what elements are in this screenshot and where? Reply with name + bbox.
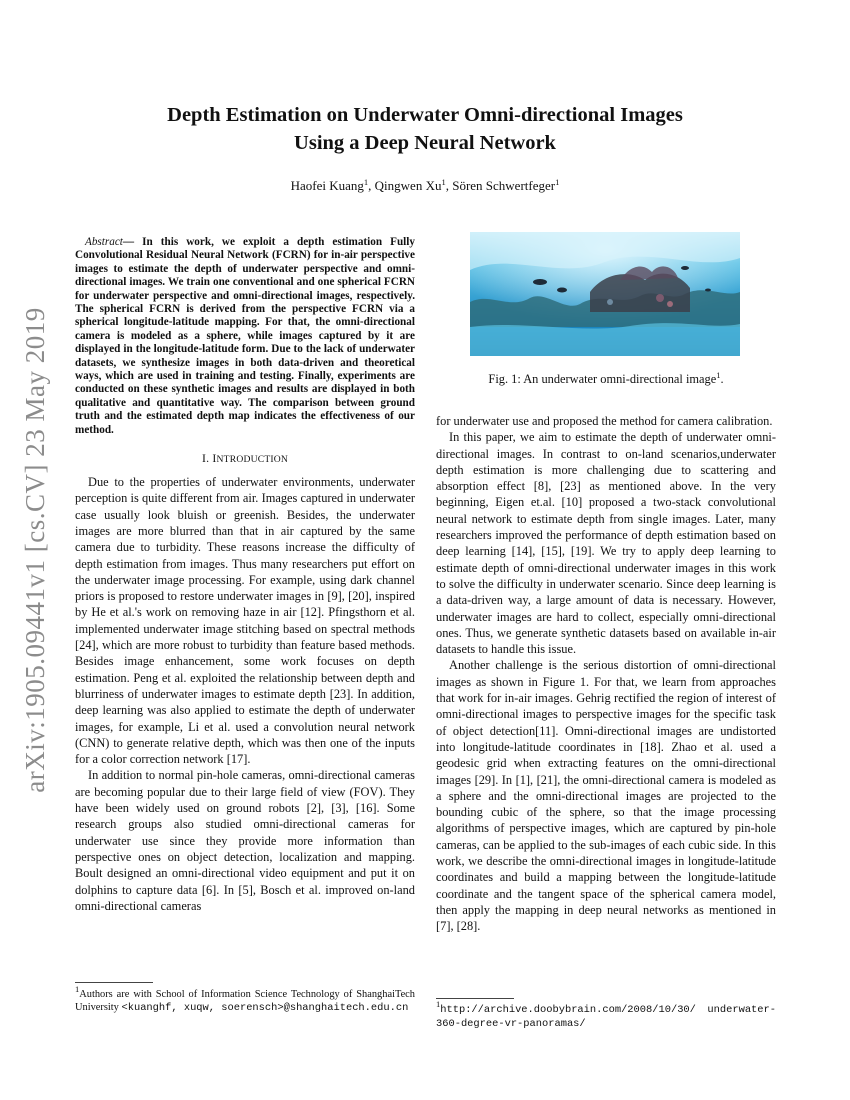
section-number: I. bbox=[201, 451, 210, 466]
footnote-mark: 1 bbox=[75, 984, 80, 994]
intro-paragraph-1: Due to the properties of underwater environments, underwater perception is quite different from air. Images captured in underwater case usually look bluish or greenish. Besides, the underwater images are more blurred than that in air captured by the same camera due to turbidity. These reasons increase the difficulty of depth estimation from images. Thus many researchers put effort on the underwater image processing. For example, using dark channel priors is proposed to restore underwater images in [9], [20], inspired by He et al.'s work on removing haze in air [12]. Pfingsthorn et al. implemented underwater image stitching based on spectral methods [24], which are more robust to turbidity than feature based methods. Besides image enhancement, some work focuses on depth estimation. Peng et al. exploited the relationship between depth and blurriness of underwater images to estimate depth [23]. In addition, deep learning was also applied to estimate the depth of underwater images, for example, Li et al. used a convolution neural network (CNN) to generate relative depth, which was then one of the inputs for a color correction network [17]. bbox=[75, 475, 415, 767]
author-name: Sören Schwertfeger bbox=[452, 178, 556, 193]
abstract-text: — In this work, we exploit a depth estimation Fully Convolutional Residual Neural Network (FCRN) for in-air perspective images to estimate the depth of underwater perspective and omni-directional images. We train one conventional and one spherical FCRN for underwater perspective and omni-directional images, respectively. The spherical FCRN is derived from the perspective FCRN via a spherical longitude-latitude mapping. For that, the omni-directional camera is modeled as a sphere, while images captured by it are displayed in the longitude-latitude form. Due to the lack of underwater datasets, we synthesize images in both data-driven and theoretical ways, which are used in training and testing. Finally, experiments are conducted on these synthetic images and results are displayed in both qualitative and quantitative way. The comparison between ground truth and the estimated depth map indicates the effectiveness of our method. bbox=[75, 236, 415, 436]
footnote-affiliation bbox=[75, 984, 415, 1015]
underwater-panorama-image bbox=[470, 232, 740, 356]
figure-caption-text: Fig. 1: An underwater omni-directional image bbox=[488, 372, 717, 386]
paper-title bbox=[100, 101, 750, 157]
footnote-url: http://archive.doobybrain.com/2008/10/30/ underwater-360-degree-vr-panoramas/ bbox=[436, 1004, 776, 1030]
right-paragraph-2: Another challenge is the serious distortion of omni-directional images as shown in Figure 1. For that, we learn from approaches that work for in-air images. Gehrig rectified the region of interest of omni-directional images to perspective images for the specific task of object detection[11]. Omni-directional images are undistorted into longitude-latitude coordinates in [18]. Zhao et al. used a geodesic grid when extracting features on the omni-directional images [29]. In [1], [21], the omni-directional camera is modeled as a sphere and the omni-directional images are projected to the bounding cubic of the sphere, so that the image processing algorithms of perspective images, which are captured by pin-hole cameras, can be applied to the sub-images of each cubic side. In this work, we describe the omni-directional images in longitude-latitude coordinates and build a mapping between the longitude-latitude coordinate and the tangent space of the spherical camera model, then apply the mapping in deep neural networks as mentioned in [7], [28]. bbox=[436, 658, 776, 934]
abstract bbox=[75, 236, 415, 437]
intro-paragraph-2: In addition to normal pin-hole cameras, omni-directional cameras are becoming popular due to their large field of view (FOV). They have been widely used on ground robots [2], [3], [16]. Some research groups also studied omni-directional cameras for underwater use since they provide more information than perspective ones on object detection, localization and mapping. Boult designed an omni-directional video equipment and put it on dolphins to capture data [6]. In [5], Bosch et al. improved on-land omni-directional cameras bbox=[75, 768, 415, 913]
abstract-label: Abstract bbox=[85, 236, 123, 248]
footnote-affiliation-text: Authors are with School of Information Science Technology of ShanghaiTech University bbox=[75, 989, 415, 1013]
author-affiliation-mark: 1 bbox=[363, 177, 369, 187]
figure-caption-period: . bbox=[720, 372, 724, 386]
right-column bbox=[436, 413, 776, 935]
author-name: Haofei Kuang bbox=[290, 178, 364, 193]
right-paragraph-continuation: for underwater use and proposed the method for camera calibration. bbox=[436, 414, 773, 428]
title-line-1: Depth Estimation on Underwater Omni-directional Images bbox=[167, 104, 683, 126]
footnote-mark: 1 bbox=[436, 999, 441, 1009]
footnote-email: <kuanghf, xuqw, soerensch>@shanghaitech.edu.cn bbox=[121, 1002, 409, 1014]
arxiv-identifier-stamp: arXiv:1905.09441v1 [cs.CV] 23 May 2019 bbox=[20, 307, 50, 793]
footnote-rule-right bbox=[436, 998, 514, 999]
author-list: Haofei Kuang$^1$, Qingwen Xu$^1$, Sören Schwertfeger$^1$ bbox=[290, 177, 560, 193]
figure-underwater-panorama bbox=[470, 232, 740, 356]
section-initial: I bbox=[212, 451, 217, 466]
footnote-figure-source bbox=[436, 999, 776, 1031]
right-paragraph-1: In this paper, we aim to estimate the depth of underwater omni-directional images. In contrast to on-land scenarios,underwater depth estimation is more challenging due to scattering and absorption effect [8], [23] as mentioned above. In the very beginning, Eigen et.al. [10] proposed a two-stack convolutional neural network to estimate depth from single images. Later, many researchers improved the performance of depth estimation based on deep learning [14], [15], [19]. We try to apply deep learning to estimate depth of omni-directional underwater images in this work to solve the difficulty in underwater scenario. Since deep learning is a data-driven way, a large amount of data is necessary. However, underwater images are hard to collect, especially omni-directional ones. Thus, we generate synthetic datasets based on available in-air datasets to handle this issue. bbox=[436, 430, 776, 657]
footnote-rule-left bbox=[75, 982, 153, 983]
title-line-2: Using a Deep Neural Network bbox=[294, 132, 556, 154]
section-heading-introduction bbox=[75, 451, 415, 466]
figure-caption-footnote-mark: 1 bbox=[716, 370, 721, 380]
author-name: Qingwen Xu bbox=[374, 178, 442, 193]
section-title-smallcaps: NTRODUCTION bbox=[216, 454, 289, 466]
author-affiliation-mark: 1 bbox=[555, 177, 560, 187]
left-column bbox=[75, 236, 415, 914]
figure-caption bbox=[436, 372, 776, 387]
author-affiliation-mark: 1 bbox=[441, 177, 446, 187]
